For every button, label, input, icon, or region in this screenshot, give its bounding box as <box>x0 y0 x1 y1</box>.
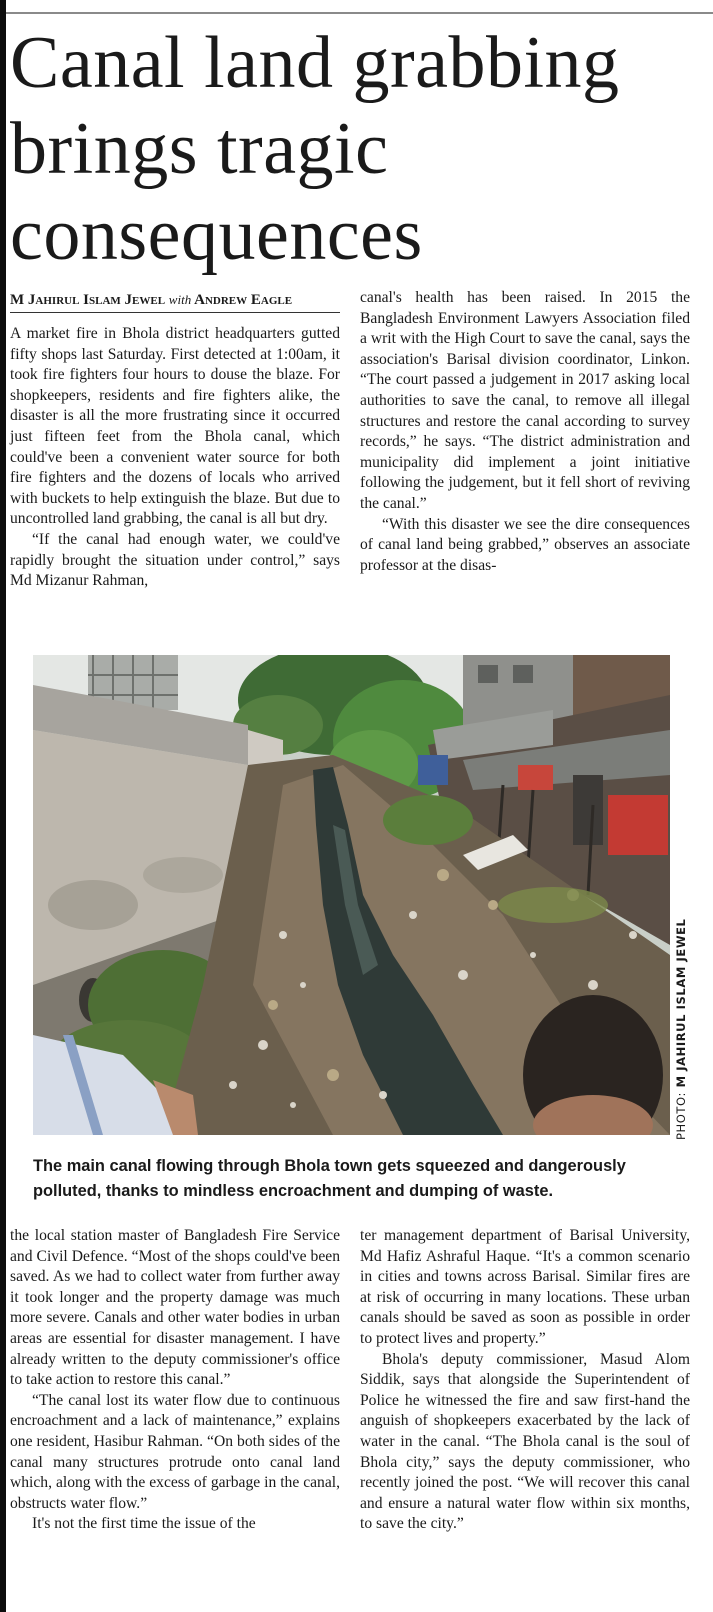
paragraph: “With this disaster we see the dire consequences of canal land being grabbed,” observes an associate professor at the disas- <box>360 515 690 574</box>
photo-credit-label: PHOTO: <box>674 1092 688 1140</box>
canal-photo <box>33 655 670 1135</box>
photo-caption: The main canal flowing through Bhola town gets squeezed and dangerously polluted, thanks to mindless encroachment and dumping of waste. <box>33 1157 626 1200</box>
article-column-bottom-left <box>10 1226 340 1535</box>
paragraph: A market fire in Bhola district headquarters gutted fifty shops last Saturday. First detected at 1:00am, it took fire fighters four hours to douse the blaze. For shopkeepers, residents and fire fighters alike, the disaster is all the more frustrating since it occurred just fifteen feet from the Bhola canal, which could've been a convenient water source for both fire fighters and the dozens of locals who arrived with buckets to help extinguish the blaze. But due to uncontrolled land grabbing, the canal is all but dry. <box>10 325 340 528</box>
paragraph: “If the canal had enough water, we could've rapidly brought the situation under control,” says Md Mizanur Rahman, <box>10 530 340 590</box>
photo-credit-name: M JAHIRUL ISLAM JEWEL <box>674 918 688 1088</box>
byline-coauthor: Andrew Eagle <box>194 292 293 308</box>
paragraph: ter management department of Barisal University, Md Hafiz Ashraful Haque. “It's a common scenario in cities and towns across Barisal. Similar fires are at risk of occurring in many locations. These urban canals should be saved as soon as possible in order to protect lives and property.” <box>360 1227 690 1347</box>
article-column-top-left <box>10 324 340 592</box>
headline: Canal land grabbing brings tragic consequences <box>10 22 620 276</box>
paragraph: canal's health has been raised. In 2015 the Bangladesh Environment Lawyers Association filed a writ with the High Court to save the canal, says the association's Barisal division coordinator, Linkon. “The court passed a judgement in 2017 asking local authorities to save the canal, to remove all illegal structures and restore the canal according to survey records,” he says. “The district administration and municipality did implement a joint initiative following the judgement, but it fell short of reviving the canal.” <box>360 289 690 512</box>
byline-joiner: with <box>168 292 192 307</box>
byline-author: M Jahirul Islam Jewel <box>10 292 166 308</box>
paragraph: “The canal lost its water flow due to continuous encroachment and a lack of maintenance,” explains one resident, Hasibur Rahman. “On both sides of the canal many structures protrude onto canal land which, along with the excess of garbage in the canal, obstructs water flow.” <box>10 1391 340 1512</box>
paragraph: It's not the first time the issue of the <box>32 1515 256 1533</box>
paragraph: the local station master of Bangladesh Fire Service and Civil Defence. “Most of the shops could've been saved. As we had to collect water from further away it took longer and the property damage was much more severe. Canals and other water bodies in urban areas are essential for disaster management. I have already written to the deputy commissioner's office to take action to restore this canal.” <box>10 1227 340 1389</box>
page-scan-edge <box>0 0 6 1612</box>
top-rule <box>6 12 713 14</box>
byline <box>10 291 340 313</box>
article-column-top-right <box>360 288 690 576</box>
article-column-bottom-right <box>360 1226 690 1535</box>
photo-credit <box>674 900 690 1140</box>
paragraph: Bhola's deputy commissioner, Masud Alom Siddik, says that alongside the Superintendent of Police he witnessed the fire and saw first-hand the anguish of shopkeepers exacerbated by the lack of water in the canal. “The Bhola canal is the soul of Bhola city,” says the deputy commissioner, who recently joined the post. “We will recover this canal and ensure a natural water flow within six months, to save the city.” <box>360 1350 690 1533</box>
